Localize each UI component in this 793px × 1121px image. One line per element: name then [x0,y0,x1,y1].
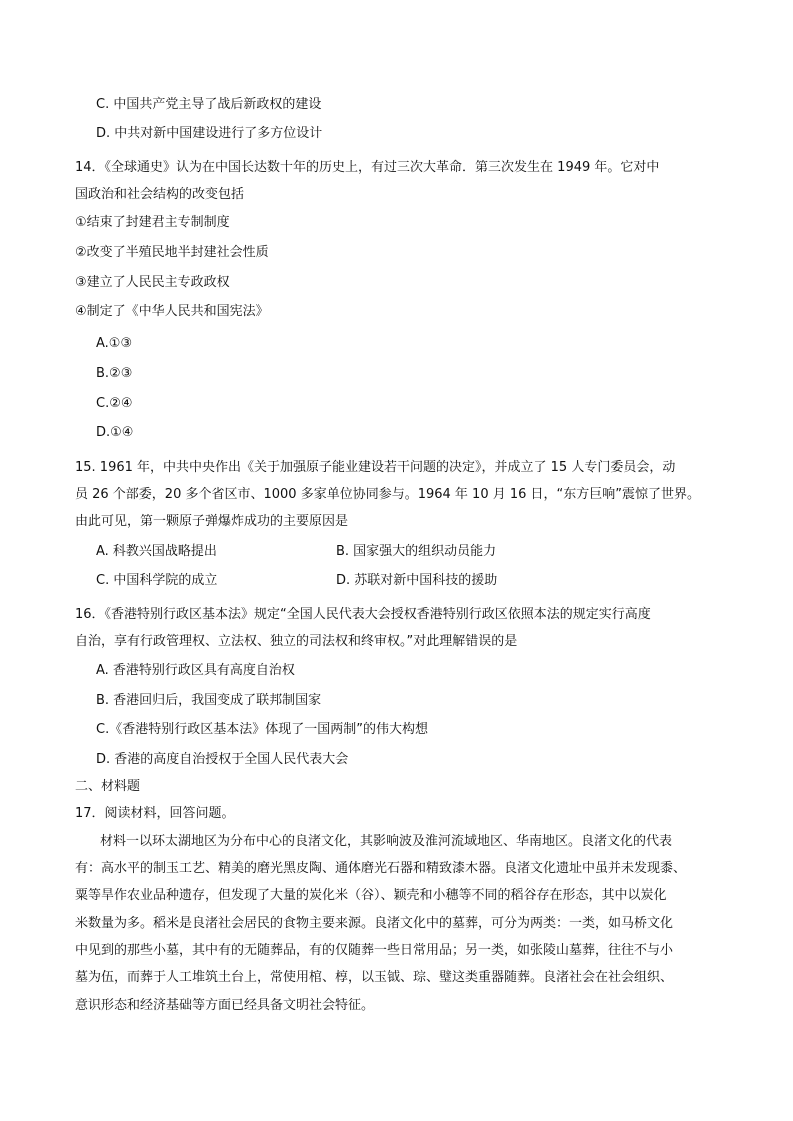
q15-option-a: A. 科教兴国战略提出 [96,544,217,559]
q15-stem-line2: 员 26 个部委，20 多个省区市、1000 多家单位协同参与。1964 年 10 月 16 日，“东方巨响”震惊了世界。 [75,487,700,502]
q17-material-line5: 中见到的那些小墓，其中有的无随葬品，有的仅随葬一些日常用品；另一类，如张陵山墓葬，往往不与小 [75,943,674,958]
q14-option-b: B.②③ [96,366,133,381]
q14-option-c: C.②④ [96,396,133,411]
q13-option-c: C. 中国共产党主导了战后新政权的建设 [96,97,322,112]
q17-material-line6: 墓为伍，而葬于人工堆筑土台上，常使用棺、椁，以玉钺、琮、璧这类重器随葬。良渚社会在社会组织、 [75,970,674,985]
q16-option-c: C.《香港特别行政区基本法》体现了一国两制”的伟大构想 [96,722,428,737]
q17-material-line4: 米数量为多。稻米是良渚社会居民的食物主要来源。良渚文化中的墓葬，可分为两类：一类，如马桥文化 [75,916,674,931]
q14-stem-line1: 14．《全球通史》认为在中国长达数十年的历史上，有过三次大革命．第三次发生在 1949 年。它对中 [75,160,660,175]
q17-material-line3: 粟等旱作农业品种遗存，但发现了大量的炭化米（谷）、颖壳和小穗等不同的稻谷存在形态，其中以炭化 [75,888,667,903]
q14-statement-3: ③建立了人民民主专政政权 [75,275,230,290]
q14-statement-1: ①结束了封建君主专制制度 [75,215,230,230]
q14-statement-4: ④制定了《中华人民共和国宪法》 [75,304,269,319]
q17-material-line7: 意识形态和经济基础等方面已经具备文明社会特征。 [75,998,375,1013]
q16-option-d: D. 香港的高度自治授权于全国人民代表大会 [96,752,349,767]
q14-statement-2: ②改变了半殖民地半封建社会性质 [75,245,269,260]
q14-option-d: D.①④ [96,425,134,440]
q14-option-a: A.①③ [96,336,133,351]
q15-option-d: D. 苏联对新中国科技的援助 [336,573,498,588]
q15-option-c: C. 中国科学院的成立 [96,573,218,588]
q16-option-b: B. 香港回归后，我国变成了联邦制国家 [96,693,322,708]
q15-option-b: B. 国家强大的组织动员能力 [336,544,497,559]
q14-stem-line2: 国政治和社会结构的改变包括 [75,187,245,202]
q15-stem-line3: 由此可见，第一颗原子弹爆炸成功的主要原因是 [75,514,349,529]
q16-stem-line1: 16．《香港特别行政区基本法》规定“全国人民代表大会授权香港特别行政区依照本法的规定实行高度 [75,607,651,622]
q17-intro: 17．阅读材料，回答问题。 [75,806,235,821]
q15-stem-line1: 15. 1961 年，中共中央作出《关于加强原子能业建设若干问题的决定》，并成立了 15 人专门委员会，动 [75,460,676,475]
q13-option-d: D. 中共对新中国建设进行了多方位设计 [96,126,323,141]
q17-material-line2: 有：高水平的制玉工艺、精美的磨光黑皮陶、通体磨光石器和精致漆木器。良渚文化遗址中虽并未发现黍、 [75,861,687,876]
q17-material-line1: 材料一以环太湖地区为分布中心的良渚文化，其影响波及淮河流域地区、华南地区。良渚文化的代表 [100,834,673,849]
section-title: 二、材料题 [75,779,141,794]
q16-stem-line2: 自治，享有行政管理权、立法权、独立的司法权和终审权。”对此理解错误的是 [75,634,518,649]
q16-option-a: A. 香港特别行政区具有高度自治权 [96,663,295,678]
